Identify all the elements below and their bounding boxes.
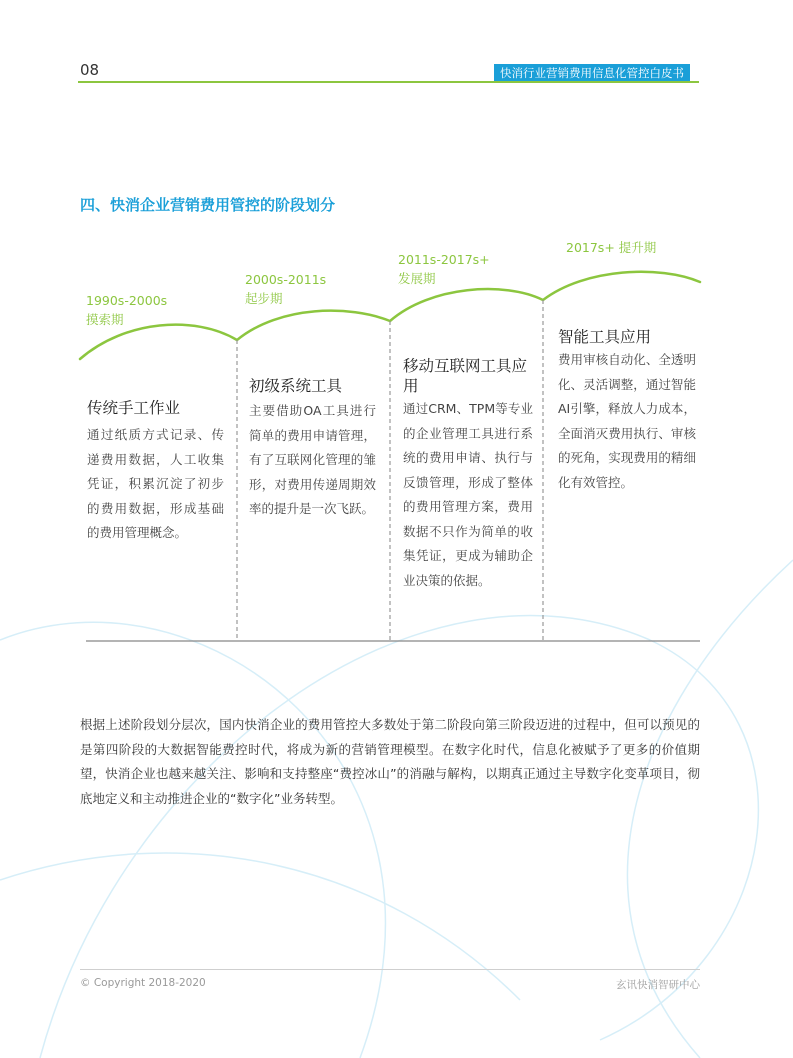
- header-rule: [78, 81, 699, 83]
- footer-organization: 玄讯快消智研中心: [616, 979, 700, 991]
- footer-rule: [80, 969, 700, 970]
- stage-3-phase: 发展期: [398, 271, 436, 286]
- stage-1-arc: [80, 325, 237, 359]
- stage-3-period: 2011s-2017s+: [398, 252, 490, 267]
- footer-copyright: © Copyright 2018-2020: [80, 977, 206, 989]
- section-title: 四、快消企业营销费用管控的阶段划分: [80, 196, 336, 214]
- body-paragraph: 根据上述阶段划分层次，国内快消企业的费用管控大多数处于第二阶段向第三阶段迈进的过程中，但可以预见的是第四阶段的大数据智能费控时代，将成为新的营销管理模型。在数字化时代，信息化被赋予了更多的价值期望，快消企业也越来越关注、影响和支持整座“费控冰山”的消融与解构，以期真正通过主导数字化变革项目，彻底地定义和主动推进企业的“数字化”业务转型。: [80, 717, 700, 806]
- stage-1-phase: 摸索期: [86, 312, 124, 327]
- stage-2-arc: [237, 311, 390, 340]
- stage-1-description: 通过纸质方式记录、传递费用数据，人工收集凭证，积累沉淀了初步的费用数据，形成基础的费用管理概念。: [87, 427, 224, 540]
- stage-2-phase: 起步期: [245, 291, 283, 306]
- stage-4-title: 智能工具应用: [558, 328, 652, 346]
- stage-3-description: 通过CRM、TPM等专业的企业管理工具进行系统的费用申请、执行与反馈管理，形成了整体的费用管理方案，费用数据不只作为简单的收集凭证，更成为辅助企业决策的依据。: [403, 401, 533, 588]
- stage-1-title: 传统手工作业: [87, 399, 181, 417]
- stage-2-title: 初级系统工具: [249, 377, 343, 395]
- stage-4-period: 2017s+ 提升期: [566, 240, 657, 255]
- stage-4-arc: [543, 272, 700, 300]
- stage-1-period-block: [86, 291, 167, 329]
- stage-2-description: 主要借助OA工具进行简单的费用申请管理，有了互联网化管理的雏形，对费用传递周期效率的提升是一次飞跃。: [249, 403, 376, 516]
- stage-4-description: 费用审核自动化、全透明化、灵活调整，通过智能AI引擎，释放人力成本，全面消灭费用执行、审核的死角，实现费用的精细化有效管控。: [558, 352, 696, 490]
- stage-2-period: 2000s-2011s: [245, 272, 327, 287]
- stage-3-arc: [390, 289, 543, 321]
- stage-3-period-block: [398, 250, 490, 288]
- stage-2-period-block: [245, 270, 326, 308]
- stage-3-title: 移动互联网工具应用: [403, 357, 528, 395]
- document-title-tag: 快消行业营销费用信息化管控白皮书: [494, 64, 690, 82]
- page-number: 08: [80, 61, 100, 79]
- stage-1-period: 1990s-2000s: [86, 293, 168, 308]
